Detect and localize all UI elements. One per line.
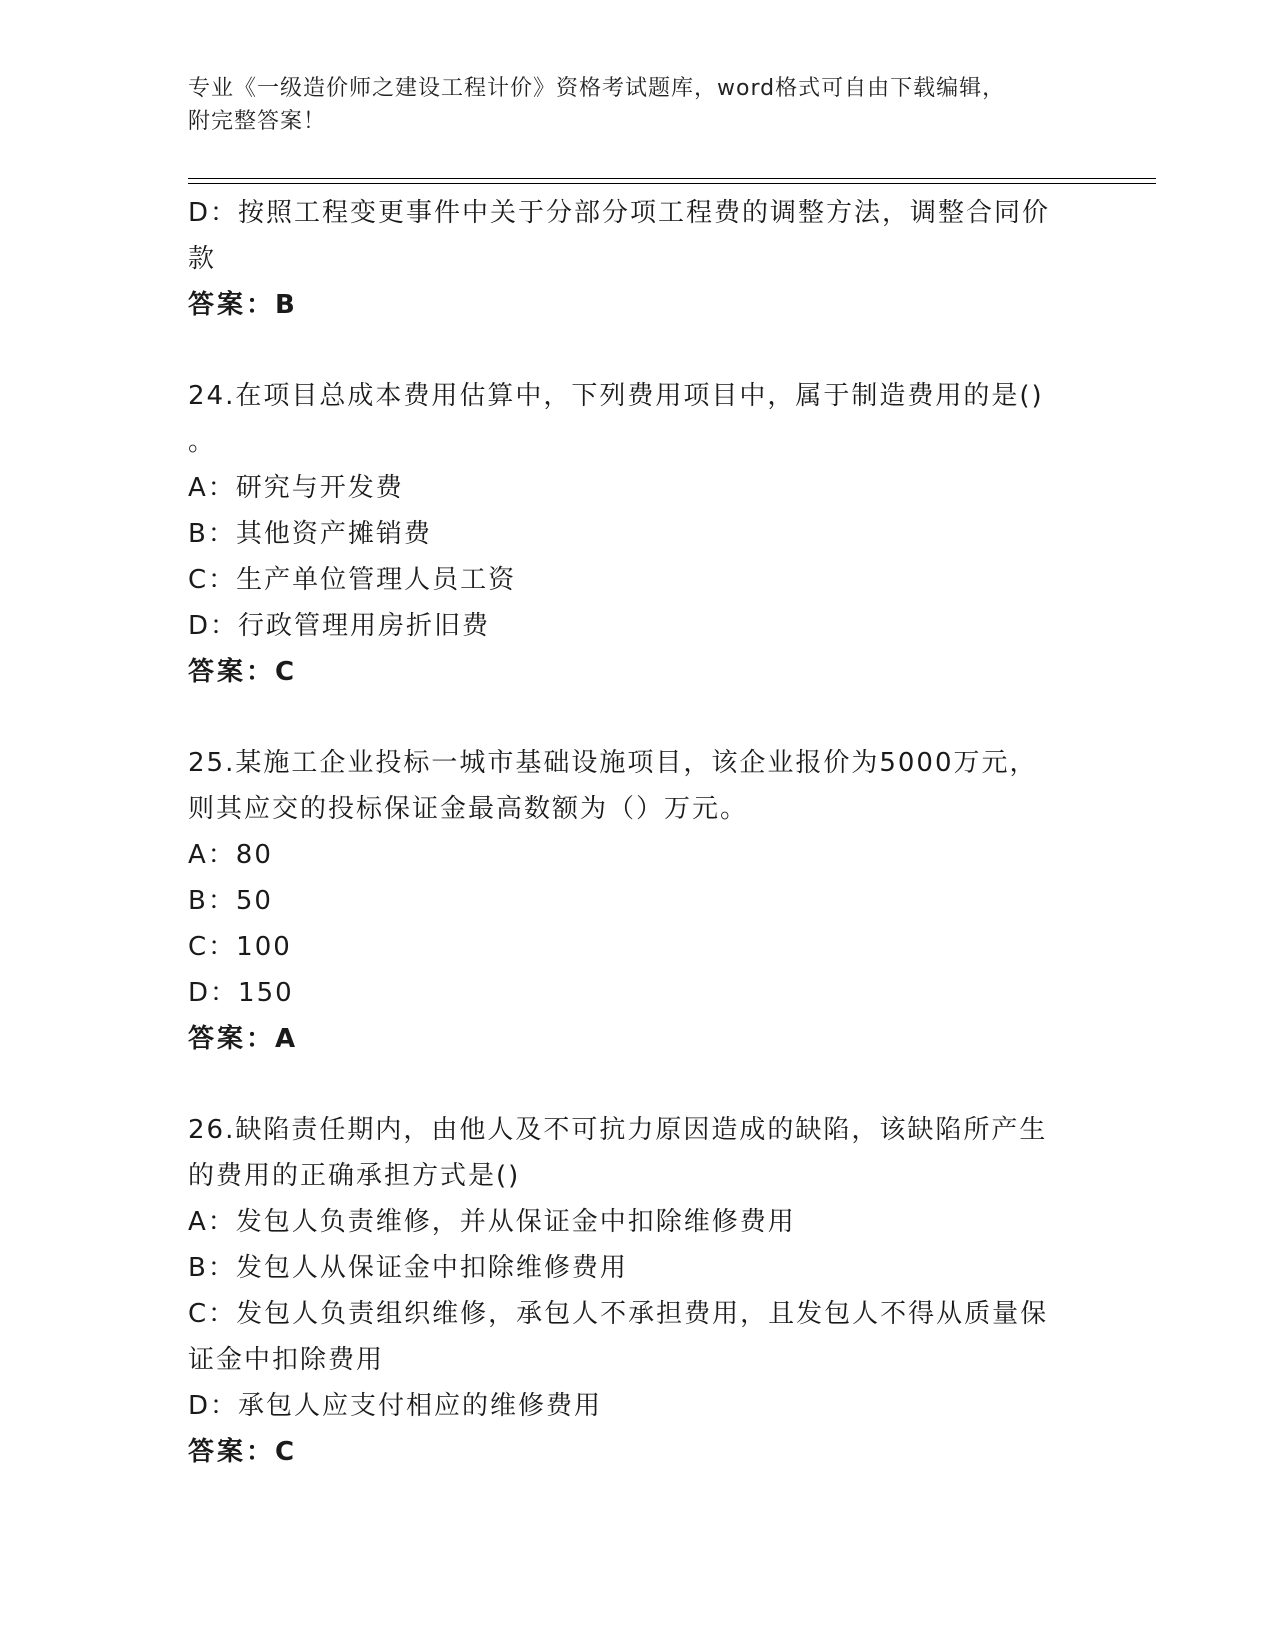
q25-option-c: C：100 — [188, 932, 292, 962]
document-header — [188, 72, 1068, 138]
q26-stem-line-2: 的费用的正确承担方式是() — [188, 1161, 521, 1191]
q26-option-d: D：承包人应支付相应的维修费用 — [188, 1391, 603, 1421]
question-26 — [188, 1107, 1088, 1475]
header-divider — [188, 178, 1156, 184]
q23-option-d-line-1: D：按照工程变更事件中关于分部分项工程费的调整方法，调整合同价 — [188, 198, 1051, 228]
q25-option-b: B：50 — [188, 886, 273, 916]
q24-stem-line-1: 24.在项目总成本费用估算中，下列费用项目中，属于制造费用的是() — [188, 381, 1044, 411]
q25-stem-line-2: 则其应交的投标保证金最高数额为（）万元。 — [188, 794, 749, 824]
q23-option-d-line-2: 款 — [188, 244, 217, 274]
spacer — [188, 1062, 1088, 1107]
q26-option-b: B：发包人从保证金中扣除维修费用 — [188, 1253, 628, 1283]
q25-option-a: A：80 — [188, 840, 273, 870]
q25-answer: 答案：A — [188, 1024, 299, 1054]
q26-option-a: A：发包人负责维修，并从保证金中扣除维修费用 — [188, 1207, 796, 1237]
question-23-tail — [188, 190, 1088, 328]
header-line-2: 附完整答案！ — [188, 109, 327, 134]
q24-option-c: C：生产单位管理人员工资 — [188, 565, 517, 595]
q23-answer: 答案：B — [188, 290, 298, 320]
q24-option-d: D：行政管理用房折旧费 — [188, 611, 491, 641]
q25-stem-line-1: 25.某施工企业投标一城市基础设施项目，该企业报价为5000万元， — [188, 748, 1038, 778]
q24-option-b: B：其他资产摊销费 — [188, 519, 432, 549]
question-25 — [188, 740, 1088, 1062]
question-list — [188, 190, 1088, 1475]
q26-option-c-line-2: 证金中扣除费用 — [188, 1345, 385, 1375]
question-24 — [188, 373, 1088, 695]
q24-option-a: A：研究与开发费 — [188, 473, 404, 503]
q26-stem-line-1: 26.缺陷责任期内，由他人及不可抗力原因造成的缺陷，该缺陷所产生 — [188, 1115, 1048, 1145]
q26-option-c-line-1: C：发包人负责组织维修，承包人不承担费用，且发包人不得从质量保 — [188, 1299, 1049, 1329]
spacer — [188, 328, 1088, 373]
q24-answer: 答案：C — [188, 657, 298, 687]
q24-stem-line-2: 。 — [188, 427, 217, 457]
spacer — [188, 695, 1088, 740]
q25-option-d: D：150 — [188, 978, 294, 1008]
header-line-1: 专业《一级造价师之建设工程计价》资格考试题库，word格式可自由下载编辑， — [188, 76, 1006, 101]
q26-answer: 答案：C — [188, 1437, 298, 1467]
